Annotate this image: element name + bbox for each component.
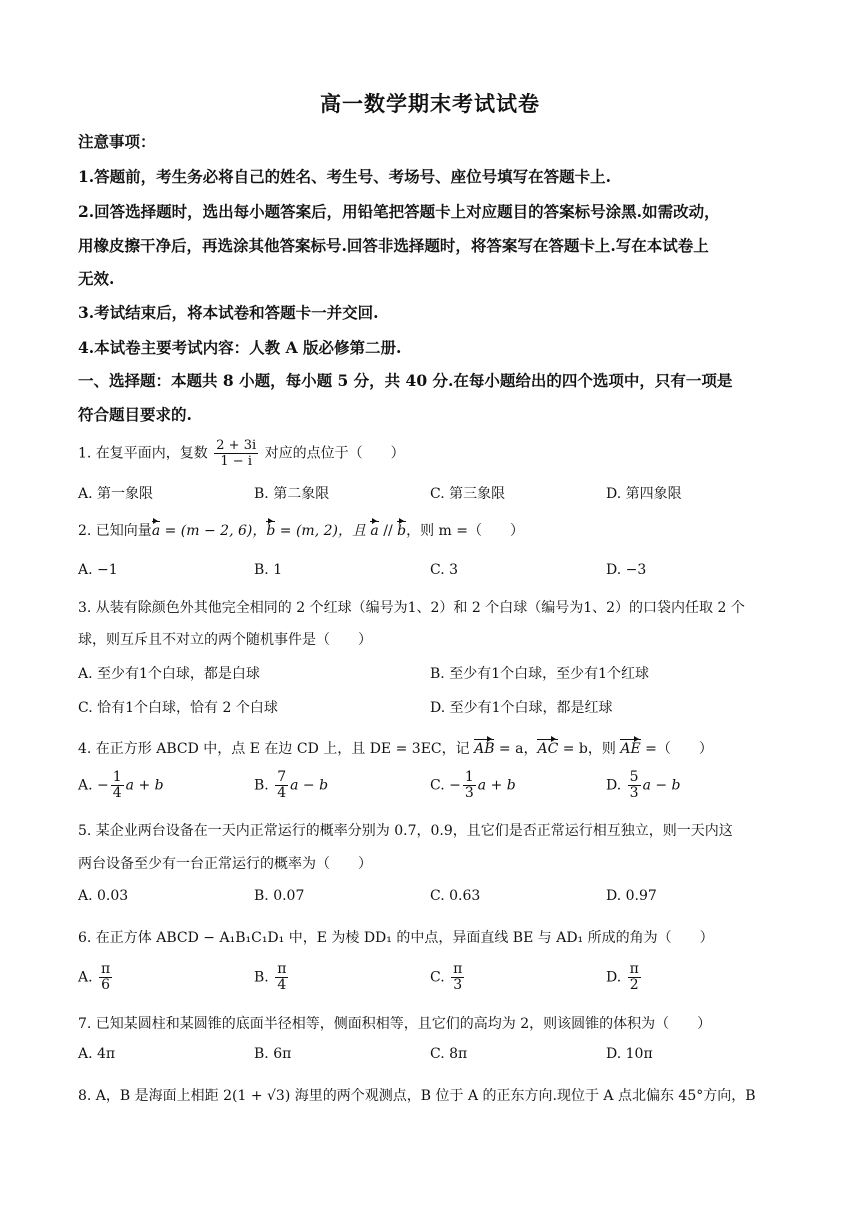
option-label: C. xyxy=(430,969,445,986)
q7-option-a[interactable]: A. 4π xyxy=(78,1046,116,1062)
q2-stem: 2. 已知向量 xyxy=(78,523,152,539)
denominator: 4 xyxy=(112,785,122,801)
option-fraction xyxy=(275,962,288,993)
vector-b: b xyxy=(266,523,276,539)
q4-option-a[interactable] xyxy=(78,770,164,801)
q7-option-b[interactable]: B. 6π xyxy=(254,1046,292,1062)
notice-item-3 xyxy=(78,301,379,323)
q1-option-d[interactable]: D. 第四象限 xyxy=(606,486,682,502)
q1-stem-end: 对应的点位于（ ） xyxy=(264,445,405,462)
q5-option-a[interactable]: A. 0.03 xyxy=(78,888,129,904)
q4-stem-end: =（ ） xyxy=(640,741,713,757)
q2-a-value: = (m − 2, 6)， xyxy=(160,523,267,539)
q4-stem: 4. 在正方形 ABCD 中，点 E 在边 CD 上，且 DE = 3EC，记 xyxy=(78,741,475,757)
denominator: 3 xyxy=(629,785,639,801)
notice-text: 无效. xyxy=(78,269,115,288)
q3-option-c[interactable]: C. 恰有1个白球，恰有 2 个白球 xyxy=(78,700,278,716)
q4-option-d[interactable] xyxy=(606,770,681,801)
q3-option-b[interactable]: B. 至少有1个白球，至少有1个红球 xyxy=(430,666,650,682)
vector-ac: AC xyxy=(537,741,559,757)
q7-option-d[interactable]: D. 10π xyxy=(606,1046,653,1062)
q7-option-c[interactable]: C. 8π xyxy=(430,1046,468,1062)
q2-stem-end: ，则 m =（ ） xyxy=(406,523,524,539)
option-tail: − b xyxy=(650,777,681,794)
notice-item-2 xyxy=(78,200,720,222)
vector-a: a xyxy=(477,777,487,794)
question-4 xyxy=(78,738,713,758)
vector-a: a xyxy=(151,523,161,539)
question-2 xyxy=(78,520,524,540)
option-label: D. xyxy=(606,969,622,986)
q2-option-a[interactable]: A. −1 xyxy=(78,562,118,578)
denominator: 4 xyxy=(277,977,287,993)
option-fraction xyxy=(451,962,464,993)
denominator: 4 xyxy=(277,785,287,801)
option-fraction xyxy=(111,770,124,801)
page-title: 高一数学期末考试试卷 xyxy=(320,91,540,116)
notice-text: 2.回答选择题时，选出每小题答案后，用铅笔把答题卡上对应题目的答案标号涂黑.如需改动， xyxy=(78,202,720,221)
question-8: 8. A，B 是海面上相距 2(1 + √3) 海里的两个观测点，B 位于 A 的正东方向.现位于 A 点北偏东 45°方向，B xyxy=(78,1088,756,1104)
notice-item-4 xyxy=(78,336,401,358)
option-fraction xyxy=(628,770,641,801)
q1-denominator: 1 − i xyxy=(220,454,252,469)
q2-option-c[interactable]: C. 3 xyxy=(430,562,459,578)
option-fraction xyxy=(463,770,476,801)
option-tail: + b xyxy=(134,777,164,794)
option-fraction xyxy=(99,962,112,993)
option-sign: − xyxy=(97,777,109,794)
notice-text: 4.本试卷主要考试内容：人教 A 版必修第二册. xyxy=(78,338,402,357)
option-sign: − xyxy=(449,777,461,794)
denominator: 2 xyxy=(629,977,639,993)
notice-heading: 注意事项： xyxy=(78,132,156,151)
q1-stem: 1. 在复平面内，复数 xyxy=(78,445,208,462)
numerator: 7 xyxy=(277,769,287,785)
section-heading: 一、选择题：本题共 8 小题，每小题 5 分，共 40 分.在每小题给出的四个选项中，只有一项是 xyxy=(78,371,733,390)
option-tail: − b xyxy=(298,777,329,794)
vector-ae: AE xyxy=(620,741,641,757)
denominator: 3 xyxy=(464,785,474,801)
vector-a: a xyxy=(642,777,651,794)
q5-option-b[interactable]: B. 0.07 xyxy=(254,888,305,904)
notice-item-1 xyxy=(78,165,611,187)
q4-eq-b: = b，则 xyxy=(558,741,621,757)
option-fraction xyxy=(628,962,641,993)
numerator: 1 xyxy=(464,769,474,785)
q6-option-d[interactable] xyxy=(606,962,643,993)
notice-text: 用橡皮擦干净后，再选涂其他答案标号.回答非选择题时，将答案写在答题卡上.写在本试卷上 xyxy=(78,236,709,255)
q5-option-c[interactable]: C. 0.63 xyxy=(430,888,481,904)
question-1 xyxy=(78,438,405,469)
numerator: 1 xyxy=(112,769,122,785)
q4-option-b[interactable] xyxy=(254,770,328,801)
q2-b-value: = (m, 2)，且 xyxy=(275,523,371,539)
numerator: π xyxy=(101,961,111,977)
option-tail: + b xyxy=(486,777,516,794)
notice-item-2-end xyxy=(78,267,114,289)
numerator: π xyxy=(277,961,287,977)
option-fraction xyxy=(275,770,288,801)
vector-ab: AB xyxy=(474,741,495,757)
q4-eq-a: = a， xyxy=(494,741,538,757)
vector-a: a xyxy=(125,777,135,794)
question-7: 7. 已知某圆柱和某圆锥的底面半径相等，侧面积相等，且它们的高均为 2，则该圆锥的体积为（ ） xyxy=(78,1016,712,1032)
notice-text: 3.考试结束后，将本试卷和答题卡一并交回. xyxy=(78,303,379,322)
q6-option-b[interactable] xyxy=(254,962,290,993)
q2-parallel: // xyxy=(378,523,398,539)
q1-fraction xyxy=(214,438,258,469)
denominator: 3 xyxy=(453,977,463,993)
option-label: A. xyxy=(78,969,93,986)
q3-option-a[interactable]: A. 至少有1个白球，都是白球 xyxy=(78,666,260,682)
option-label: D. xyxy=(606,777,622,794)
denominator: 6 xyxy=(101,977,111,993)
q4-option-c[interactable] xyxy=(430,770,516,801)
q1-option-c[interactable]: C. 第三象限 xyxy=(430,486,506,502)
q3-option-d[interactable]: D. 至少有1个白球，都是红球 xyxy=(430,700,613,716)
vector-b: b xyxy=(397,523,407,539)
question-3-cont: 球，则互斥且不对立的两个随机事件是（ ） xyxy=(78,632,372,648)
question-5-cont: 两台设备至少有一台正常运行的概率为（ ） xyxy=(78,856,372,872)
numerator: π xyxy=(453,961,463,977)
option-label: B. xyxy=(254,777,269,794)
numerator: π xyxy=(629,961,639,977)
q1-numerator: 2 + 3i xyxy=(216,438,257,453)
q6-option-c[interactable] xyxy=(430,962,466,993)
question-3: 3. 从装有除颜色外其他完全相同的 2 个红球（编号为1、2）和 2 个白球（编号为1、2）的口袋内任取 2 个 xyxy=(78,600,745,616)
q6-option-a[interactable] xyxy=(78,962,114,993)
q2-option-d[interactable]: D. −3 xyxy=(606,562,647,578)
q1-option-b[interactable]: B. 第二象限 xyxy=(254,486,330,502)
option-label: A. xyxy=(78,777,93,794)
vector-a: a xyxy=(370,523,379,539)
q1-option-a[interactable]: A. 第一象限 xyxy=(78,486,154,502)
question-5: 5. 某企业两台设备在一天内正常运行的概率分别为 0.7，0.9，且它们是否正常运行相互独立，则一天内这 xyxy=(78,823,733,839)
option-label: C. xyxy=(430,777,445,794)
q2-option-b[interactable]: B. 1 xyxy=(254,562,283,578)
q5-option-d[interactable]: D. 0.97 xyxy=(606,888,657,904)
notice-item-2-cont xyxy=(78,234,709,256)
option-label: B. xyxy=(254,969,269,986)
notice-text: 1.答题前，考生务必将自己的姓名、考生号、考场号、座位号填写在答题卡上. xyxy=(78,167,612,186)
vector-a: a xyxy=(290,777,299,794)
numerator: 5 xyxy=(629,769,639,785)
question-6: 6. 在正方体 ABCD − A₁B₁C₁D₁ 中，E 为棱 DD₁ 的中点，异面直线 BE 与 AD₁ 所成的角为（ ） xyxy=(78,930,714,946)
section-heading-cont: 符合题目要求的. xyxy=(78,405,192,424)
